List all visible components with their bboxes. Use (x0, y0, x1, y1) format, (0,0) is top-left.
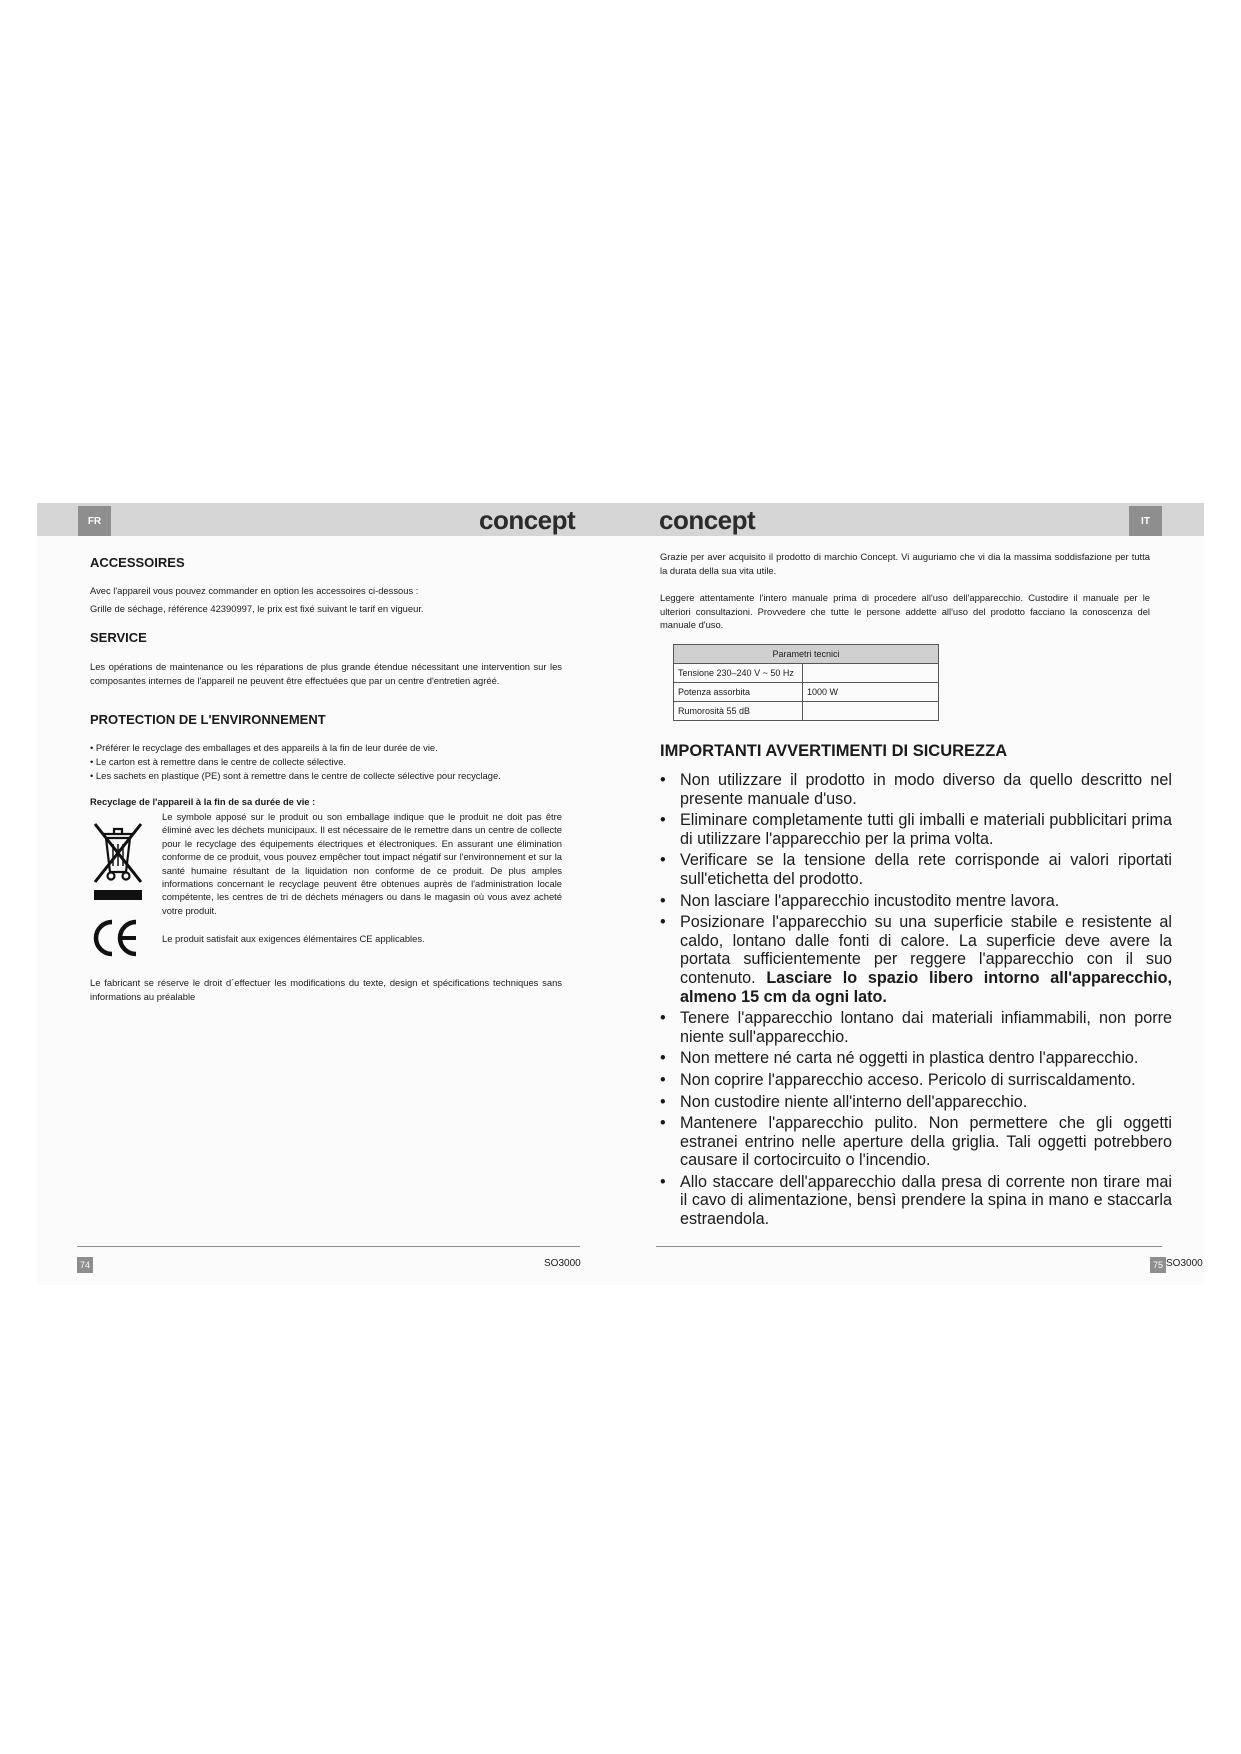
environment-bullet-3: • Les sachets en plastique (PE) sont à remettre dans le centre de collecte sélective pour recyclage. (90, 770, 501, 781)
disclaimer-text: Le fabricant se réserve le droit d´effectuer les modifications du texte, design et spécifications techniques sans informations au préalable (90, 977, 562, 1002)
brand-logo-left: concept (479, 505, 576, 535)
list-item: • Non lasciare l'apparecchio incustodito mentre lavora. (660, 892, 1172, 911)
table-cell: Tensione 230–240 V ~ 50 Hz (674, 664, 803, 683)
model-code-right: SO3000 (1166, 1258, 1203, 1269)
lang-tag-it: IT (1129, 506, 1162, 536)
table-row (674, 683, 939, 702)
environment-bullet-1: • Préférer le recyclage des emballages et des appareils à la fin de leur durée de vie. (90, 742, 438, 753)
environment-heading: PROTECTION DE L'ENVIRONNEMENT (90, 712, 326, 727)
list-item (660, 913, 1172, 1006)
list-item: • Eliminare completamente tutti gli imballi e materiali pubblicitari prima di utilizzare l'apparecchio per la prima volta. (660, 811, 1172, 848)
accessories-heading: ACCESSOIRES (90, 555, 185, 570)
accessories-line-1: Avec l'appareil vous pouvez commander en option les accessoires ci-dessous : (90, 585, 419, 596)
list-item: • Tenere l'apparecchio lontano dai materiali infiammabili, non porre niente sull'apparecchio. (660, 1009, 1172, 1046)
placement-warning-bold: Lasciare lo spazio libero intorno all'apparecchio, almeno 15 cm da ogni lato. (680, 968, 1172, 1006)
weee-crossed-bin-icon (90, 820, 146, 909)
footer-rule-left (77, 1246, 580, 1247)
ce-mark-icon (92, 918, 142, 967)
service-text: Les opérations de maintenance ou les réparations de plus grande étendue nécessitant une intervention sur les composantes internes de l'appareil ne peuvent être effectuées que par un centre d'entretien agréé. (90, 661, 562, 686)
table-cell (803, 702, 939, 721)
service-heading: SERVICE (90, 630, 147, 645)
page-number-right: 75 (1150, 1257, 1166, 1273)
table-cell: 1000 W (803, 683, 939, 702)
ce-text: Le produit satisfait aux exigences élémentaires CE applicables. (162, 933, 425, 944)
list-item: • Allo staccare dell'apparecchio dalla presa di corrente non tirare mai il cavo di alimentazione, bensì prendere la spina in mano e staccarla estraendola. (660, 1173, 1172, 1229)
table-cell (803, 664, 939, 683)
recycle-text: Le symbole apposé sur le produit ou son emballage indique que le produit ne doit pas être éliminé avec les déchets municipaux. Il est nécessaire de le remettre dans un centre de collecte pour le recyclage des équipements électriques et électroniques. En assurant une élimination conforme de ce produit, vous pouvez empêcher tout impact négatif sur l'environnement et sur la santé humaine résultant de la liquidation non conforme de ce produit. De plus amples informations concernant le recyclage peuvent être obtenues auprès de l'administration locale compétente, les centres de tri de déchets ménagers ou dans le magasin où vous avez acheté votre produit. (162, 811, 562, 916)
placement-warning-text: Posizionare l'apparecchio su una superficie stabile e resistente al caldo, lontano dalle fonti di calore. La superficie deve avere la portata sufficientemente per reggere l'apparecchio con il suo contenuto. (680, 913, 1172, 987)
safety-warnings-list (660, 771, 1172, 1232)
page-number-left: 74 (77, 1257, 93, 1273)
intro-paragraph-2: Leggere attentamente l'intero manuale prima di procedere all'uso dell'apparecchio. Custodire il manuale per le ulteriori consultazioni. Provvedere che tutte le persone addette all'uso del prodotto facciano la conoscenza del manuale d'uso. (660, 592, 1150, 631)
footer-rule-right (656, 1246, 1162, 1247)
table-header: Parametri tecnici (674, 645, 939, 664)
list-item: • Non mettere né carta né oggetti in plastica dentro l'apparecchio. (660, 1049, 1172, 1068)
header-band (37, 503, 1204, 536)
list-item: • Non custodire niente all'interno dell'apparecchio. (660, 1093, 1172, 1112)
table-cell: Rumorosità 55 dB (674, 702, 803, 721)
recycle-heading: Recyclage de l'appareil à la fin de sa durée de vie : (90, 796, 316, 807)
intro-paragraph-1: Grazie per aver acquisito il prodotto di marchio Concept. Vi auguriamo che vi dia la massima soddisfazione per tutta la durata della sua vita utile. (660, 551, 1150, 576)
brand-logo-right: concept (659, 505, 756, 535)
table-row (674, 702, 939, 721)
model-code-left: SO3000 (544, 1258, 581, 1269)
safety-heading: IMPORTANTI AVVERTIMENTI DI SICUREZZA (660, 742, 1008, 760)
accessories-line-2: Grille de séchage, référence 42390997, le prix est fixé suivant le tarif en vigueur. (90, 603, 424, 614)
environment-bullet-2: • Le carton est à remettre dans le centre de collecte sélective. (90, 756, 347, 767)
lang-tag-fr: FR (78, 506, 111, 536)
list-item: • Verificare se la tensione della rete corrisponde ai valori riportati sull'etichetta del prodotto. (660, 851, 1172, 888)
technical-parameters-table (673, 644, 939, 721)
table-row (674, 664, 939, 683)
table-cell: Potenza assorbita (674, 683, 803, 702)
list-item: • Mantenere l'apparecchio pulito. Non permettere che gli oggetti estranei entrino nelle aperture della griglia. Tali oggetti potrebbero causare il cortocircuito o l'incendio. (660, 1114, 1172, 1170)
list-item: • Non utilizzare il prodotto in modo diverso da quello descritto nel presente manuale d'uso. (660, 771, 1172, 808)
list-item: • Non coprire l'apparecchio acceso. Pericolo di surriscaldamento. (660, 1071, 1172, 1090)
